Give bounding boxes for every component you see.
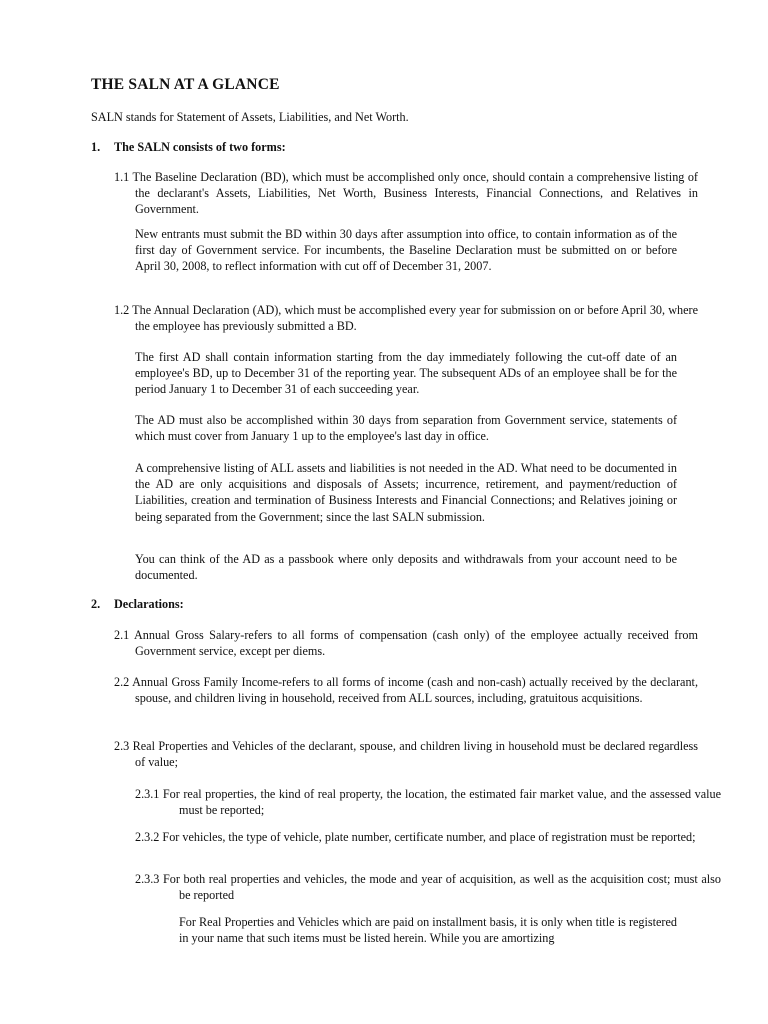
section-1-number: 1. bbox=[91, 140, 101, 154]
paragraph-2-2: 2.2 Annual Gross Family Income-refers to all forms of income (cash and non-cash) actually received by the declarant, spouse, and children living in household, received from ALL sources, including, gratuitous acquisitions. bbox=[114, 675, 698, 706]
section-1-title: The SALN consists of two forms: bbox=[114, 140, 286, 154]
section-1-heading bbox=[91, 139, 286, 155]
paragraph-1-1: 1.1 The Baseline Declaration (BD), which must be accomplished only once, should contain a comprehensive listing of the declarant's Assets, Liabilities, Net Worth, Business Interests, Financial Connections, and Relatives in Government. bbox=[114, 170, 698, 217]
paragraph-1-2-d: A comprehensive listing of ALL assets and liabilities is not needed in the AD. What need to be documented in the AD are only acquisitions and disposals of Assets; incurrence, retirement, and payment/reduction of Liabilities, creation and termination of Business Interests and Financial Connections; and Relatives joining or being separated from the Government; since the last SALN submission. bbox=[135, 461, 677, 524]
paragraph-1-1-b: New entrants must submit the BD within 30 days after assumption into office, to contain information as of the first day of Government service. For incumbents, the Baseline Declaration must be submitted on or before April 30, 2008, to reflect information with cut off of December 31, 2007. bbox=[135, 227, 677, 274]
paragraph-1-2: 1.2 The Annual Declaration (AD), which must be accomplished every year for submission on or before April 30, where the employee has previously submitted a BD. bbox=[114, 303, 698, 334]
intro-paragraph: SALN stands for Statement of Assets, Liabilities, and Net Worth. bbox=[91, 110, 409, 124]
paragraph-2-3-3-b: For Real Properties and Vehicles which are paid on installment basis, it is only when title is registered in your name that such items must be listed herein. While you are amortizing bbox=[179, 915, 677, 946]
paragraph-1-2-c: The AD must also be accomplished within 30 days from separation from Government service, statements of which must cover from January 1 up to the employee's last day in office. bbox=[135, 413, 677, 444]
document-title: THE SALN AT A GLANCE bbox=[91, 76, 280, 93]
paragraph-2-3: 2.3 Real Properties and Vehicles of the declarant, spouse, and children living in household must be declared regardless of value; bbox=[114, 739, 698, 770]
section-2-heading bbox=[91, 596, 184, 612]
paragraph-2-3-1: 2.3.1 For real properties, the kind of real property, the location, the estimated fair market value, and the assessed value must be reported; bbox=[135, 787, 721, 818]
paragraph-2-3-2: 2.3.2 For vehicles, the type of vehicle, plate number, certificate number, and place of registration must be reported; bbox=[135, 830, 696, 844]
paragraph-1-2-b: The first AD shall contain information starting from the day immediately following the cut-off date of an employee's BD, up to December 31 of the reporting year. The subsequent ADs of an employee shall be for the period January 1 to December 31 of each succeeding year. bbox=[135, 350, 677, 397]
paragraph-2-3-3: 2.3.3 For both real properties and vehicles, the mode and year of acquisition, as well as the acquisition cost; must also be reported bbox=[135, 872, 721, 903]
section-2-title: Declarations: bbox=[114, 597, 184, 611]
paragraph-1-2-e: You can think of the AD as a passbook where only deposits and withdrawals from your account need to be documented. bbox=[135, 552, 677, 583]
paragraph-2-1: 2.1 Annual Gross Salary-refers to all forms of compensation (cash only) of the employee actually received from Government service, except per diems. bbox=[114, 628, 698, 659]
section-2-number: 2. bbox=[91, 597, 101, 611]
